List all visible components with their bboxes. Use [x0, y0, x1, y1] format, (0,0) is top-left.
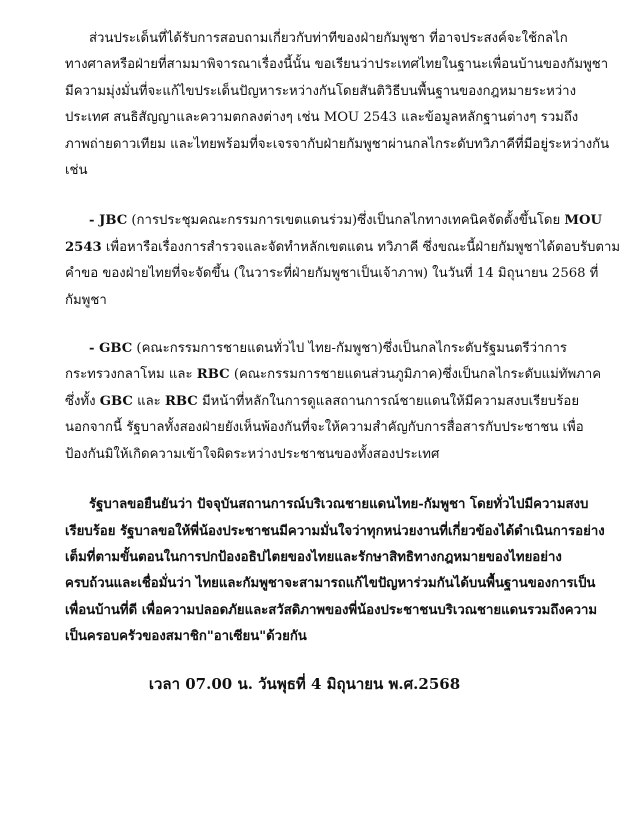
text-line [65, 235, 620, 261]
paragraph-spacer [65, 468, 544, 492]
bullet-dash: - [89, 341, 100, 357]
paragraph-spacer [65, 314, 544, 336]
rbc-description: (คณะกรรมการชายแดนส่วนภูมิภาค)ซึ่งเป็นกลไกระดับแม่ทัพภาค [229, 367, 602, 383]
text-line: คำขอ ของฝ่ายไทยที่จะจัดขึ้น (ในวาระที่ฝ่ายกัมพูชาเป็นเจ้าภาพ) ในวันที่ 14 มิถุนายน 2568 ที่ [65, 266, 599, 282]
mou-label: MOU [564, 213, 603, 229]
text-line: นอกจากนี้ รัฐบาลทั้งสองฝ่ายยังเห็นพ้องกันที่จะให้ความสำคัญกับการสื่อสารกับประชาชน เพื่อ [65, 420, 584, 436]
paragraph-gbc [65, 336, 602, 468]
paragraph-border-mechanisms [65, 26, 610, 184]
text-line: เพื่อนบ้านที่ดี เพื่อความปลอดภัยและสวัสดิภาพของพี่น้องประชาชนบริเวณชายแดนรวมถึงความ [65, 602, 598, 618]
text-line: เป็นครอบครัวของสมาชิก"อาเซียน"ด้วยกัน [65, 629, 307, 645]
text-line: เช่น [65, 163, 88, 179]
gbc-description: (คณะกรรมการชายแดนทั่วไป ไทย-กัมพูชา)ซึ่งเป็นกลไกระดับรัฐมนตรีว่าการ [132, 341, 567, 357]
rbc-abbr: RBC [164, 393, 198, 409]
text-line: ทางศาลหรือฝ่ายที่สามมาพิจารณาเรื่องนี้นั้น ขอเรียนว่าประเทศไทยในฐานะเพื่อนบ้านของกัมพูชา [65, 57, 609, 73]
rbc-abbr: RBC [196, 367, 230, 383]
jbc-description: (การประชุมคณะกรรมการเขตแดนร่วม)ซึ่งเป็นกลไกทางเทคนิคจัดตั้งขึ้นโดย [127, 213, 565, 229]
both-text: ซึ่งทั้ง [65, 393, 100, 409]
duty-text: มีหน้าที่หลักในการดูแลสถานการณ์ชายแดนให้มีความสงบเรียบร้อย [197, 393, 580, 409]
text-line: ประเทศ สนธิสัญญาและความตกลงต่างๆ เช่น MOU 2543 และข้อมูลหลักฐานต่างๆ รวมถึง [65, 110, 579, 126]
gbc-abbr: GBC [99, 341, 133, 357]
text-line [65, 208, 603, 234]
text-line: รัฐบาลขอยืนยันว่า ปัจจุบันสถานการณ์บริเวณชายแดนไทย-กัมพูชา โดยทั่วไปมีความสงบ [89, 497, 589, 513]
paragraph-jbc [65, 208, 620, 314]
text-line: มีความมุ่งมั่นที่จะแก้ไขประเด็นปัญหาระหว่างกันโดยสันติวิธีบนพื้นฐานของกฎหมายระหว่าง [65, 83, 577, 99]
text-line: กัมพูชา [65, 292, 107, 308]
text-line [65, 389, 580, 415]
jbc-purpose: เพื่อหารือเรื่องการสำรวจและจัดทำหลักเขตแดน ทวิภาคี ซึ่งขณะนี้ฝ่ายกัมพูชาได้ตอบรับตาม [101, 239, 620, 255]
and-text: และ [132, 393, 165, 409]
text-line: ครบถ้วนและเชื่อมั่นว่า ไทยและกัมพูชาจะสามารถแก้ไขปัญหาร่วมกันได้บนพื้นฐานของการเป็น [65, 576, 596, 592]
mou-year: 2543 [65, 239, 102, 255]
text-line: เต็มที่ตามขั้นตอนในการปกป้องอธิปไตยของไทยและรักษาสิทธิทางกฎหมายของไทยอย่าง [65, 549, 562, 565]
date-footer: เวลา 07.00 น. วันพุธที่ 4 มิถุนายน พ.ศ.2568 [148, 674, 461, 693]
ministry-text: กระทรวงกลาโหม และ [65, 367, 197, 383]
paragraph-conclusion [65, 492, 605, 650]
text-line [65, 362, 602, 388]
text-line [65, 336, 567, 362]
bullet-dash: - [89, 213, 100, 229]
text-line: ภาพถ่ายดาวเทียม และไทยพร้อมที่จะเจรจากับฝ่ายกัมพูชาผ่านกลไกระดับทวิภาคีที่มีอยู่ระหว่างกัน [65, 136, 610, 152]
gbc-abbr: GBC [99, 393, 133, 409]
text-line: เรียบร้อย รัฐบาลขอให้พี่น้องประชาชนมีความมั่นใจว่าทุกหน่วยงานที่เกี่ยวข้องได้ดำเนินการอย่าง [65, 523, 605, 539]
paragraph-spacer [65, 184, 544, 208]
text-line: ส่วนประเด็นที่ได้รับการสอบถามเกี่ยวกับท่าทีของฝ่ายกัมพูชา ที่อาจประสงค์จะใช้กลไก [89, 31, 568, 46]
text-line: ป้องกันมิให้เกิดความเข้าใจผิดระหว่างประชาชนของทั้งสองประเทศ [65, 446, 440, 462]
jbc-abbr: JBC [99, 213, 128, 229]
